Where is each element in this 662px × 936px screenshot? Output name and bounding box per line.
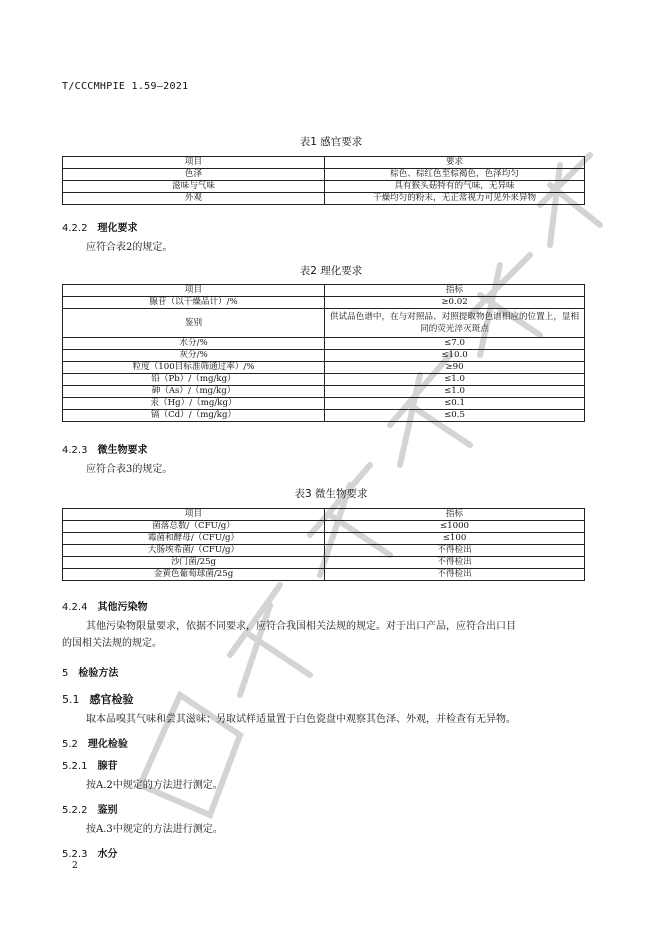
table-row	[63, 386, 585, 398]
table-header-row	[63, 285, 585, 297]
table-cell: 色泽	[63, 169, 325, 181]
section-5-2-1-text: 按A.2中规定的方法进行测定。	[86, 780, 223, 791]
table-row	[63, 338, 585, 350]
table-row	[63, 545, 585, 557]
table-cell: 腺苷（以干燥品计）/%	[63, 297, 325, 309]
table-row	[63, 309, 585, 338]
table-cell: 粒度（100目标准筛通过率）/%	[63, 362, 325, 374]
table-cell: 不得检出	[325, 557, 585, 569]
table1-caption: 表1 感官要求	[299, 136, 363, 148]
table-row	[63, 297, 585, 309]
document-code: T/CCCMHPIE 1.59—2021	[62, 81, 189, 92]
table-cell: ≤7.0	[325, 338, 585, 350]
table2-caption: 表2 理化要求	[299, 265, 363, 277]
table-cell: 棕色、棕红色至棕褐色，色泽均匀	[325, 169, 585, 181]
table-row	[63, 521, 585, 533]
table-row	[63, 398, 585, 410]
table-row	[63, 350, 585, 362]
section-4-2-3-text: 应符合表3的规定。	[86, 464, 173, 475]
table-cell: ≥90	[325, 362, 585, 374]
section-5-2-3-heading: 5.2.3 水分	[62, 849, 118, 860]
table-cell: ≤0.5	[325, 410, 585, 422]
section-4-2-4-line2: 的国相关法规的规定。	[62, 638, 162, 649]
section-4-2-4-heading: 4.2.4 其他污染物	[62, 602, 148, 613]
table-cell: 菌落总数/（CFU/g）	[63, 521, 325, 533]
table3-caption: 表3 微生物要求	[294, 488, 368, 500]
section-5-heading: 5 检验方法	[62, 668, 119, 679]
table-header-row	[63, 509, 585, 521]
table-cell: 鉴别	[63, 309, 325, 338]
table-header-cell: 指标	[325, 509, 585, 521]
table-header-row	[63, 157, 585, 169]
table-cell: 干燥均匀的粉末，无正常视力可见外来异物	[325, 193, 585, 205]
section-5-1-heading: 5.1 感官检验	[62, 693, 134, 706]
table-cell: 供试品色谱中，在与对照品、对照提取物色谱相应的位置上，显相同的荧光淬灭斑点	[325, 309, 585, 338]
table-cell: ≤1.0	[325, 374, 585, 386]
table-cell: 镉（Cd）/（mg/kg）	[63, 410, 325, 422]
section-5-1-text: 取本品嗅其气味和尝其滋味；另取试样适量置于白色瓷盘中观察其色泽、外观，并检查有无异物。	[86, 714, 516, 725]
table-cell: 水分/%	[63, 338, 325, 350]
table-cell: 铅（Pb）/（mg/kg）	[63, 374, 325, 386]
watermark	[120, 135, 620, 835]
table-header-cell: 项目	[63, 285, 325, 297]
table-cell: 沙门菌/25g	[63, 557, 325, 569]
table2	[62, 284, 585, 422]
table-cell: 不得检出	[325, 545, 585, 557]
section-5-2-heading: 5.2 理化检验	[62, 739, 128, 750]
table-cell: ≤100	[325, 533, 585, 545]
table-cell: 砷（As）/（mg/kg）	[63, 386, 325, 398]
table-cell: 大肠埃希菌/（CFU/g）	[63, 545, 325, 557]
table-cell: 金黄色葡萄球菌/25g	[63, 569, 325, 581]
section-5-2-2-heading: 5.2.2 鉴别	[62, 805, 118, 816]
table-row	[63, 193, 585, 205]
table-cell: 霉菌和酵母/（CFU/g）	[63, 533, 325, 545]
table-header-cell: 要求	[325, 157, 585, 169]
table-row	[63, 557, 585, 569]
table-row	[63, 169, 585, 181]
table-cell: ≤10.0	[325, 350, 585, 362]
table-header-cell: 项目	[63, 157, 325, 169]
table-row	[63, 533, 585, 545]
table-cell: 外观	[63, 193, 325, 205]
table-row	[63, 362, 585, 374]
table-cell: ≥0.02	[325, 297, 585, 309]
table-header-cell: 项目	[63, 509, 325, 521]
page-number: 2	[72, 861, 78, 871]
section-5-2-1-heading: 5.2.1 腺苷	[62, 761, 118, 772]
table-header-cell: 指标	[325, 285, 585, 297]
table-cell: 汞（Hg）/（mg/kg）	[63, 398, 325, 410]
section-4-2-3-heading: 4.2.3 微生物要求	[62, 445, 148, 456]
table-row	[63, 181, 585, 193]
table-cell: ≤1000	[325, 521, 585, 533]
table-cell: ≤1.0	[325, 386, 585, 398]
table-cell: 滋味与气味	[63, 181, 325, 193]
section-4-2-4-line1: 其他污染物限量要求，依据不同要求，应符合我国相关法规的规定。对于出口产品，应符合出口目	[86, 621, 516, 632]
table1	[62, 156, 585, 205]
table-row	[63, 569, 585, 581]
table-cell: 灰分/%	[63, 350, 325, 362]
table-cell: 不得检出	[325, 569, 585, 581]
section-4-2-2-heading: 4.2.2 理化要求	[62, 223, 138, 234]
table-cell: ≤0.1	[325, 398, 585, 410]
section-4-2-2-text: 应符合表2的规定。	[86, 242, 173, 253]
table3	[62, 508, 585, 581]
table-row	[63, 410, 585, 422]
table-cell: 具有猴头菇特有的气味，无异味	[325, 181, 585, 193]
table-row	[63, 374, 585, 386]
section-5-2-2-text: 按A.3中规定的方法进行测定。	[86, 824, 223, 835]
